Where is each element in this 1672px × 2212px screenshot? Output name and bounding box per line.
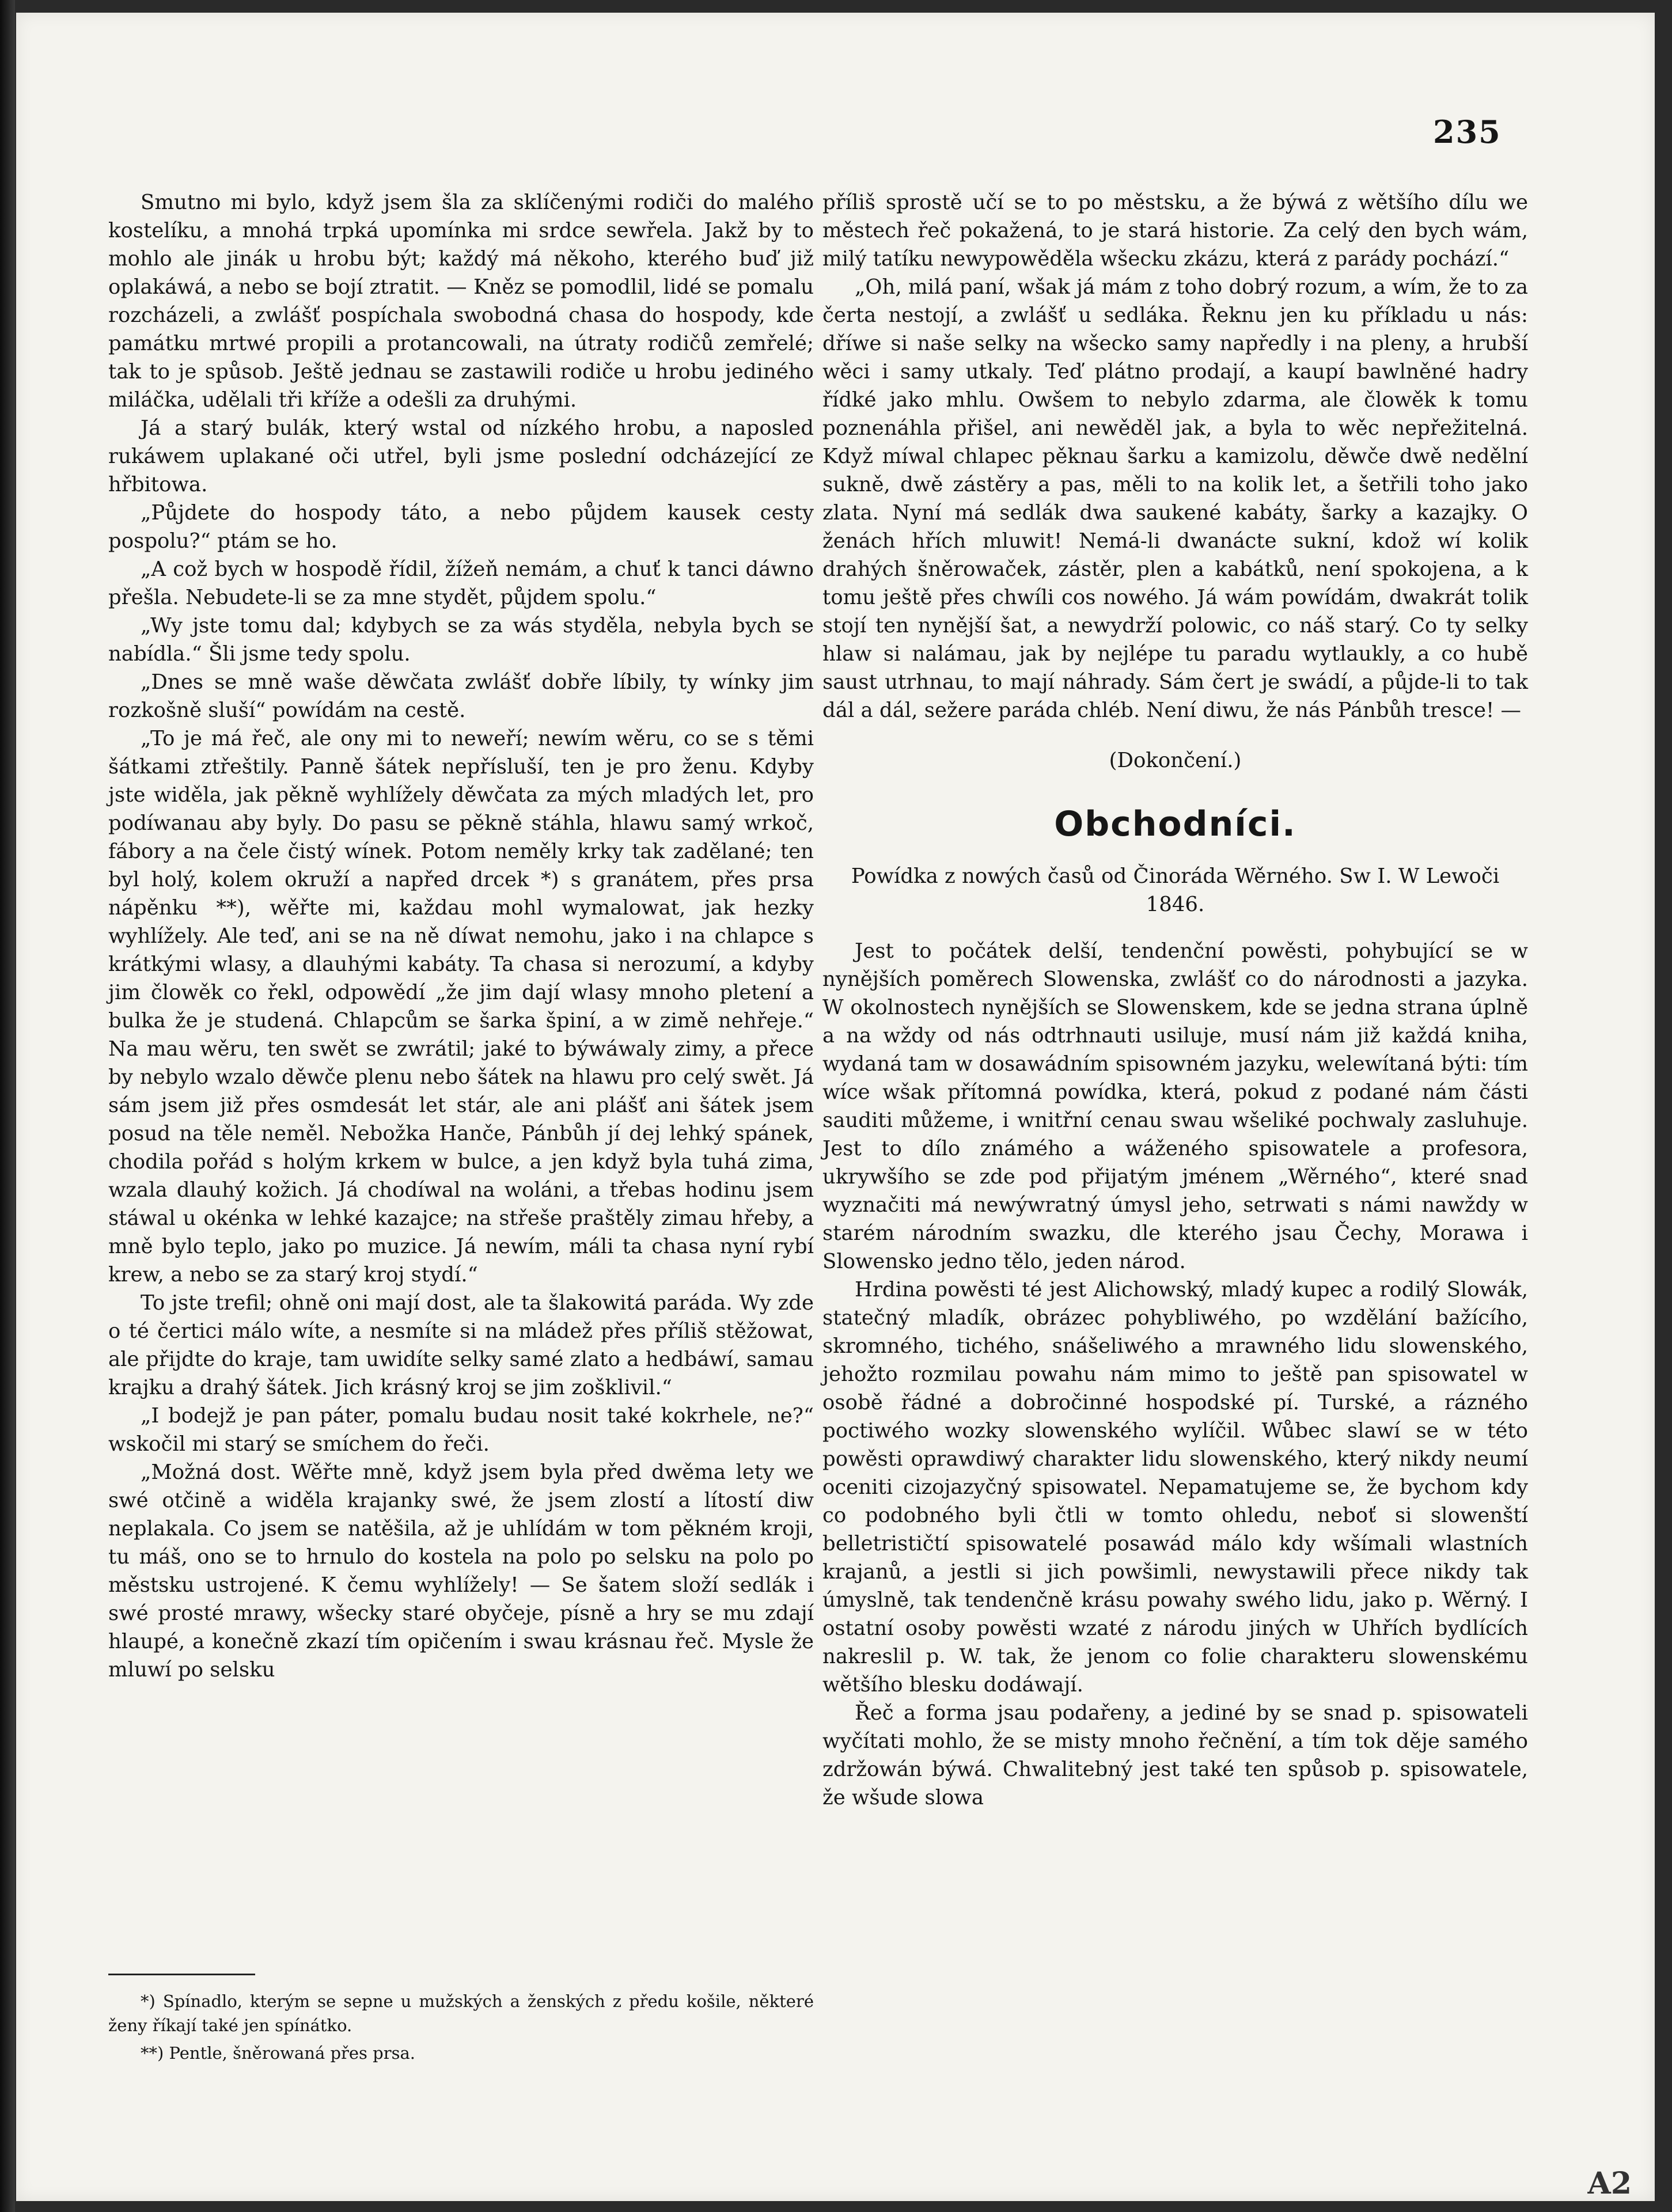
left-paragraph: Já a starý bulák, který wstal od nízkého hrobu, a naposled rukáwem uplakané oči utřel, byli jsme poslední odcházející ze hřbitowa.	[108, 416, 814, 496]
article-title: Obchodníci.	[1054, 804, 1296, 844]
article-paragraph: Jest to počátek delší, tendenční powěsti, pohybující se w nynějších poměrech Slowenska, zwlášť co do národnosti a jazyka. W okolnostech nynějších se Slowenskem, kde se jedna strana úplně a na wždy od nás odtrhnauti usiluje, musí nám již každá kniha, wydaná tam w dosawádním spisowném jazyku, welewítaná býti: tím wíce wšak přítomná powídka, která, pokud z podané nám části sauditi můžeme, i wnitřní cenau swau wšeliké pochwaly zasluhuje. Jest to dílo známého a wáženého spisowatele a profesora, ukrywšího se zde pod přijatým jménem „Wěrného“, které snad wyznačiti má newýwratný úmysl jeho, setrwati s námi nawždy w starém národním swazku, dle kterého jsau Čechy, Morawa i Slowensko jedno tělo, jeden národ.	[822, 939, 1528, 1273]
footnote: *) Spínadlo, kterým se sepne u mužských a ženských z předu košile, některé ženy říkají také jen spínátko.	[108, 1991, 814, 2035]
right-column	[822, 188, 1528, 1812]
book-binding-edge	[0, 0, 15, 2212]
left-paragraph: „Půjdete do hospody táto, a nebo půjdem kausek cesty pospolu?“ ptám se ho.	[108, 501, 814, 553]
page-sheet	[16, 13, 1655, 2201]
left-paragraph: Smutno mi bylo, když jsem šla za sklíčenými rodiči do malého kostelíku, a mnohá trpká upomínka mi srdce sewřela. Jakž by to mohlo ale jinák u hrobu být; každý má někoho, kterého buď již oplakáwá, a nebo se bojí ztratit. — Kněz se pomodlil, lidé se pomalu rozcházeli, a zwlášť pospíchala swobodná chasa do hospody, kde památku mrtwé propili a protancowali, na útraty rodičů zemřelé; tak to je spůsob. Ještě jednau se zastawili rodiče u hrobu jediného miláčka, udělali tři kříže a odešli za druhými.	[108, 191, 814, 412]
footnotes	[108, 1989, 814, 2069]
continuation-note: (Dokončení.)	[1109, 749, 1242, 772]
left-column	[108, 188, 814, 1684]
corner-mark: A2	[1587, 2166, 1632, 2201]
right-paragraph: příliš sprostě učí se to po městsku, a že býwá z wětšího dílu we městech řeč pokažená, to je stará historie. Za celý den bych wám, milý tatíku newypowěděla wšecku zkázu, která z parády pochází.“	[822, 191, 1528, 271]
footnote: **) Pentle, šněrowaná přes prsa.	[141, 2043, 415, 2063]
left-paragraph: „Možná dost. Wěřte mně, když jsem byla před dwěma lety we swé otčině a widěla krajanky swé, že jsem zlostí a lítostí diw neplakala. Co jsem se natěšila, až je uhlídám w tom pěkném kroji, tu máš, ono se to hrnulo do kostela na polo po selsku na polo po městsku ustrojené. K čemu wyhlížely! — Se šatem složí sedlák i swé prosté mrawy, wšecky staré obyčeje, písně a hry se mu zdají hlaupé, a konečně zkazí tím opičením i swau krásnau řeč. Mysle že mluwí po selsku	[108, 1460, 814, 1682]
left-paragraph: To jste trefil; ohně oni mají dost, ale ta šlakowitá paráda. Wy zde o té čertici málo wíte, a nesmíte si na mládež přes příliš stěžowat, ale přijdte do kraje, tam uwidíte selky samé zlato a hedbáwí, samau krajku a drahý šátek. Jich krásný kroj se jim zošklivil.“	[108, 1291, 814, 1399]
article-subtitle: Powídka z nowých časů od Činoráda Wěrného. Sw I. W Lewoči 1846.	[851, 864, 1500, 916]
right-paragraph: „Oh, milá paní, wšak já mám z toho dobrý rozum, a wím, že to za čerta nestojí, a zwlášť u sedláka. Řeknu jen ku příkladu u nás: dříwe si naše selky na wšecko samy napředly i na pleny, a hrubší wěci i samy utkaly. Teď plátno prodají, a kaupí bawlněné hadry řídké jako mhlu. Owšem to nebylo zdarma, ale člowěk k tomu poznenáhla přišel, ani newěděl jak, a byla to wěc nepřežitelná. Když míwal chlapec pěknau šarku a kamizolu, děwče dwě nedělní sukně, dwě zástěry a pas, měli to na kolik let, a šetřili toho jako zlata. Nyní má sedlák dwa saukené kabáty, šarky a kazajky. O ženách hřích mluwit! Nemá-li dwanácte sukní, kdož wí kolik drahých šněrowaček, zástěr, plen a kabátků, není spokojena, a k tomu ještě přes chwíli cos nowého. Já wám powídám, dwakrát tolik stojí ten nynější šat, a newydrží polowic, co náš starý. Co ty selky hlaw si nalámau, jak by nejlépe tu paradu wytlaukly, a co hubě saust utrhnau, to mají náhrady. Sám čert je swádí, a půjde-li to tak dál a dál, sežere paráda chléb. Není diwu, že nás Pánbůh tresce! —	[822, 275, 1528, 722]
left-paragraph: „A což bych w hospodě řídil, žížeň nemám, a chuť k tanci dáwno přešla. Nebudete-li se za mne stydět, půjdem spolu.“	[108, 557, 814, 609]
article-paragraph: Hrdina powěsti té jest Alichowský, mladý kupec a rodilý Slowák, statečný mladík, obrázec pohybliwého, po wzdělání bažícího, skromného, tichého, snášeliwého a mrawného lidu slowenského, jehožto rozmilau powahu nám mimo to ještě pan spisowatel w osobě řádné a dobročinné hospodské pí. Turské, a rázného poctiwého wozky slowenského wylíčil. Wůbec slawí se w této powěsti oprawdiwý charakter lidu slowenského, který nikdy neumí oceniti cizojazyčný spisowatel. Nepamatujeme se, že bychom kdy co podobného byli čtli w tomto ohledu, neboť si slowenští belletrističtí spisowatelé posawád málo kdy wšímali wlastních krajanů, a jestli si jich powšimli, newystawili přece nikdy tak úmyslně, tak tendenčně krásu powahy swého lidu, jako p. Wěrný. I ostatní osoby powěsti wzaté z národu jiných w Uhřích bydlících nakreslil p. W. tak, že jenom co folie charakteru slowenskému wětšího blesku dodáwají.	[822, 1278, 1528, 1697]
left-paragraph: „Dnes se mně waše děwčata zwlášť dobře líbily, ty wínky jim rozkošně sluší“ powídám na cestě.	[108, 670, 814, 722]
page-number: 235	[1433, 113, 1502, 150]
footnote-divider	[108, 1974, 255, 1975]
left-paragraph: „Wy jste tomu dal; kdybych se za wás styděla, nebyla bych se nabídla.“ Šli jsme tedy spolu.	[108, 614, 814, 666]
left-paragraph: „To je má řeč, ale ony mi to neweří; newím wěru, co se s těmi šátkami ztřeštily. Panně šátek nepřísluší, ten je pro ženu. Kdyby jste widěla, jak pěkně wyhlížely děwčata za mých mladých let, pro podíwanau aby byly. Do pasu se pěkně stáhla, hlawu samý wrkoč, fábory a na čele čistý wínek. Potom neměly krky tak zadělané; ten byl holý, kolem okruží a napřed drcek *) s granátem, přes prsa nápěnku **), wěřte mi, každau mohl wymalowat, jak hezky wyhlížely. Ale teď, ani se na ně díwat nemohu, jako i na chlapce s krátkými wlasy, a dlauhými kabáty. Ta chasa si nerozumí, a kdyby jim člowěk co řekl, odpowědí „že jim dají wlasy mnoho pletení a bulka že je studená. Chlapcům se šarka špiní, a w zimě nehřeje.“ Na mau wěru, ten swět se zwrátil; jaké to býwáwaly zimy, a přece by nebylo wzalo děwče plenu nebo šátek na hlawu pro celý swět. Já sám jsem již přes osmdesát let stár, ale ani plášť ani šátek jsem posud na těle neměl. Nebožka Hanče, Pánbůh jí dej lehký spánek, chodila pořád s holým krkem w bulce, a jen když byla tuhá zima, wzala dlauhý kožich. Já chodíwal na woláni, a třebas hodinu jsem stáwal u okénka w lehké kazajce; na střeše praštěly zimau hřeby, a mně bylo teplo, jako po muzice. Já newím, máli ta chasa nyní rybí krew, a nebo se za starý kroj stydí.“	[108, 727, 814, 1287]
left-paragraph: „I bodejž je pan páter, pomalu budau nosit také kokrhele, ne?“ wskočil mi starý se smíchem do řeči.	[108, 1404, 814, 1456]
article-paragraph: Řeč a forma jsau podařeny, a jediné by se snad p. spisowateli wyčítati mohlo, že se misty mnoho řečnění, a tím tok děje samého zdržowán býwá. Chwalitebný jest také ten spůsob p. spisowatele, že wšude slowa	[822, 1701, 1528, 1809]
